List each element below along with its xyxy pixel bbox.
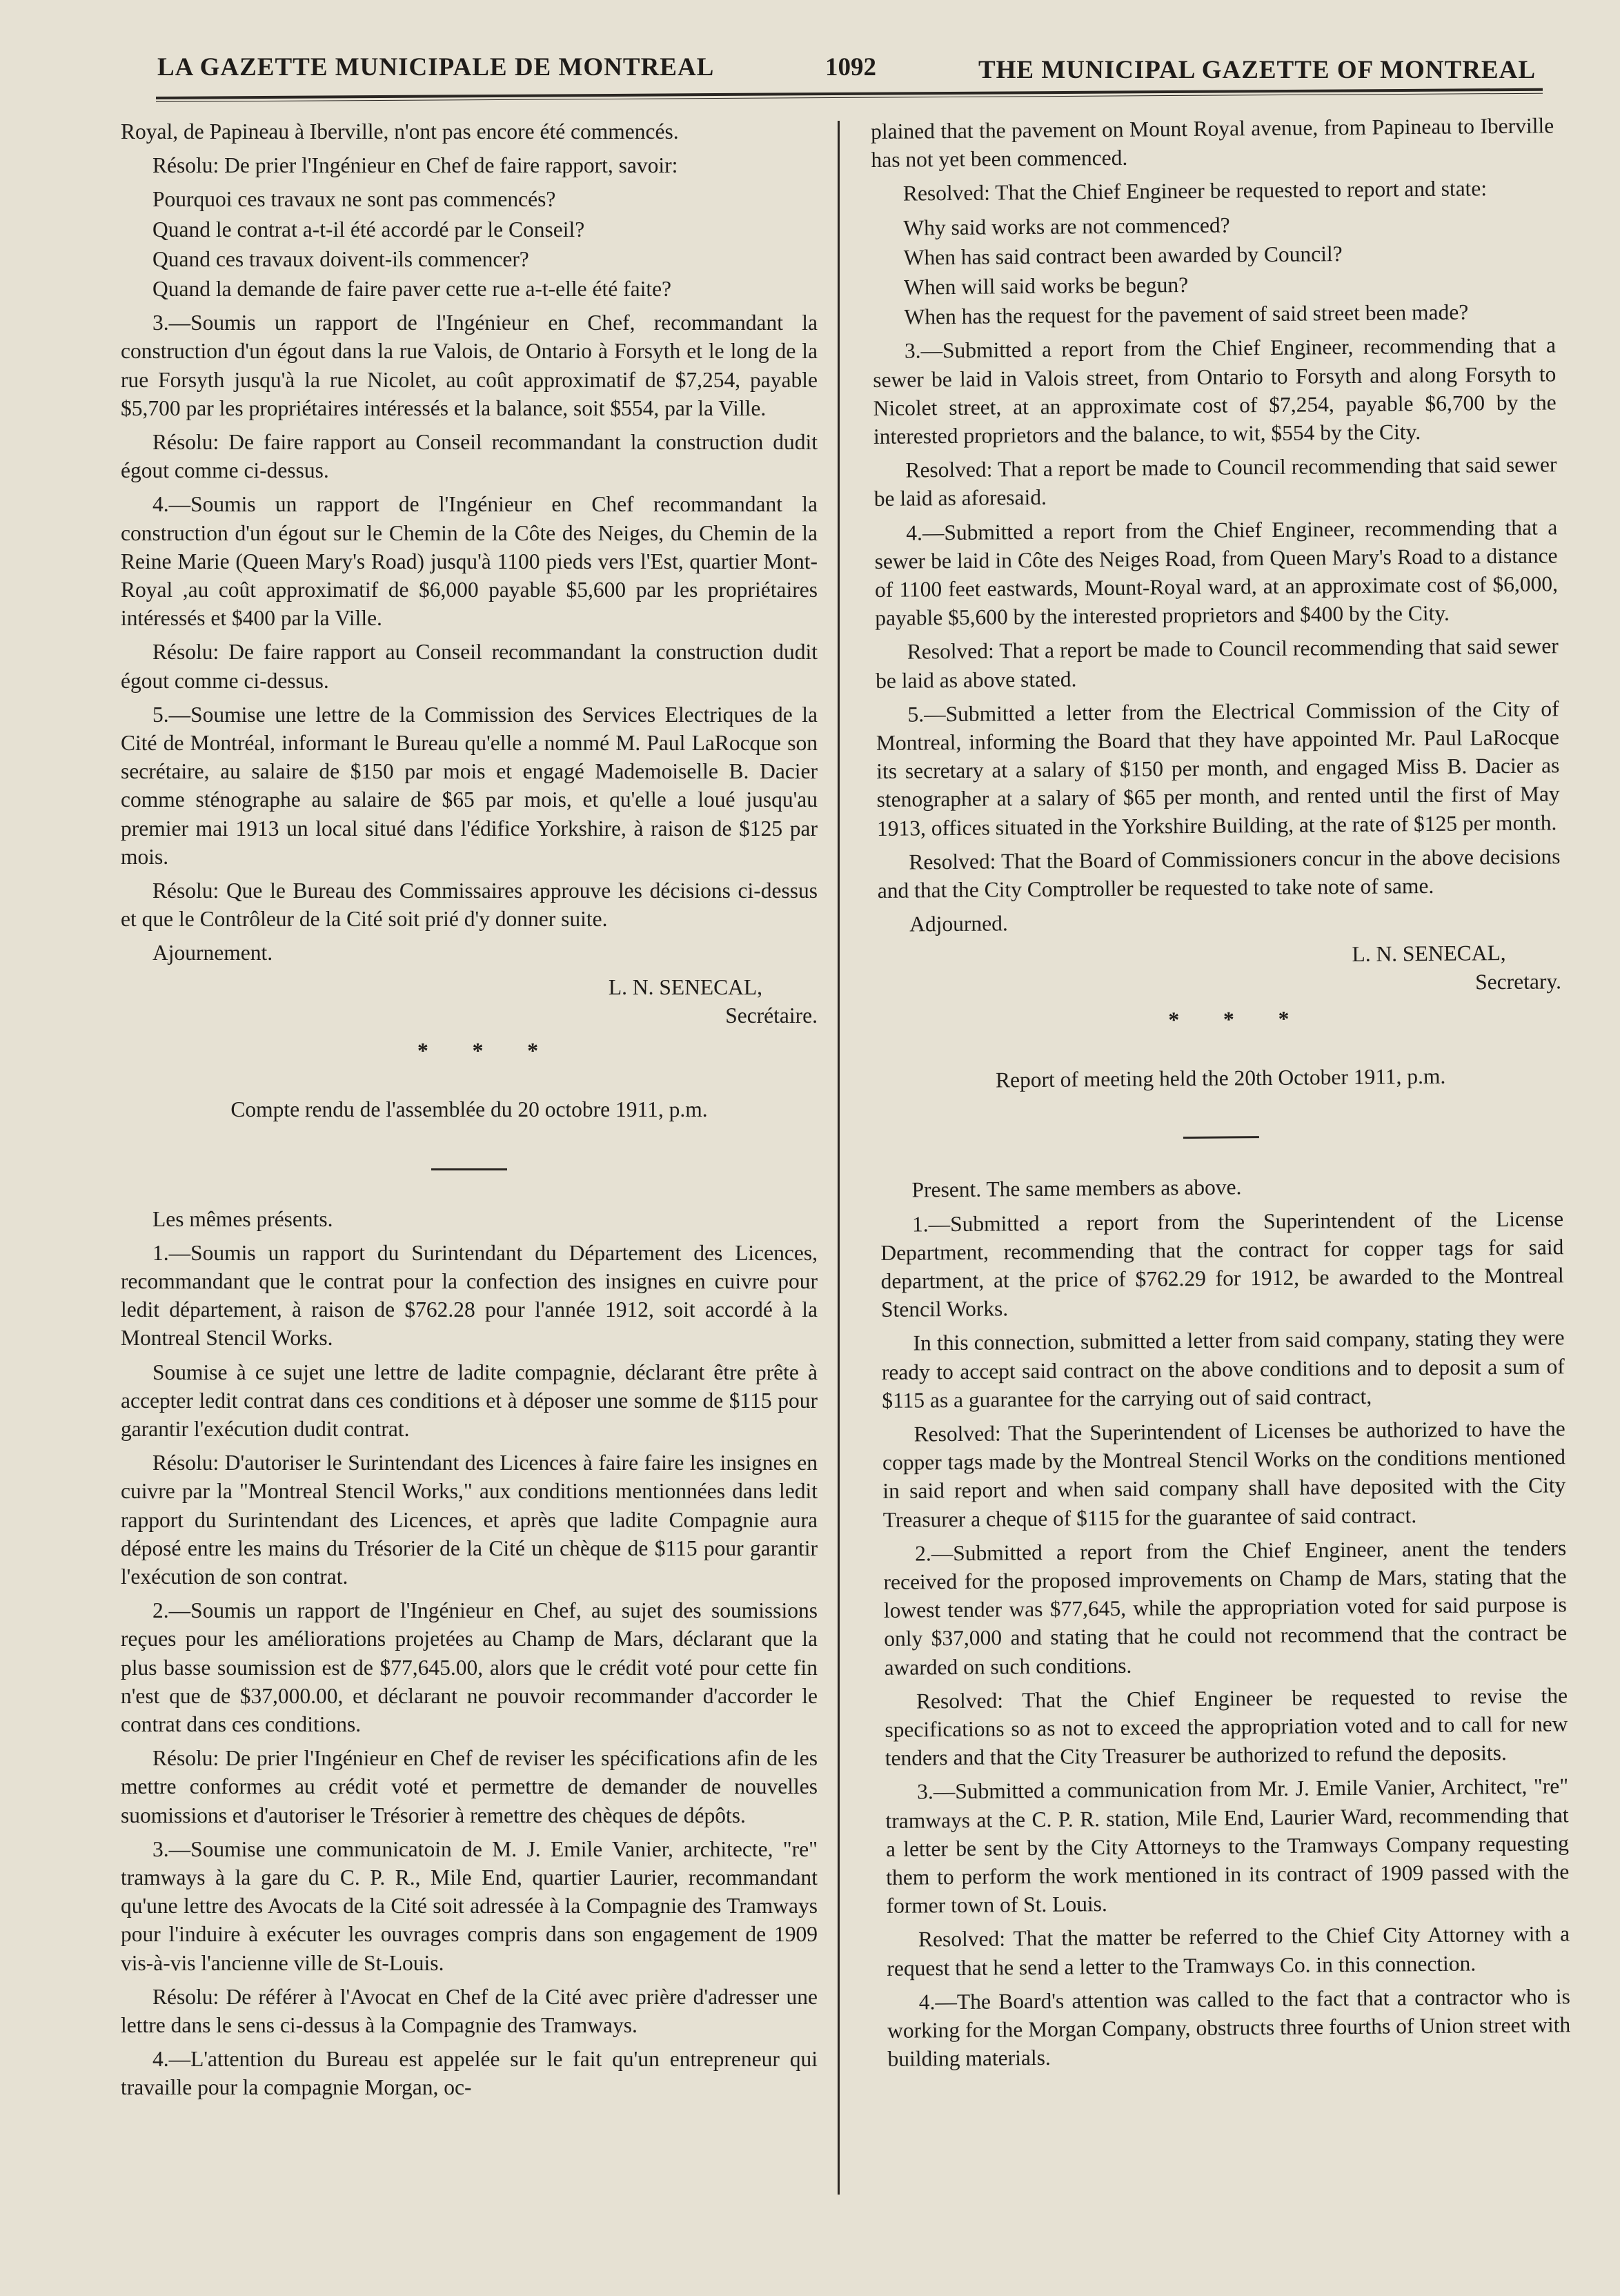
paragraph: Résolu: De faire rapport au Conseil recommandant la construction dudit égout comme ci-dessus. xyxy=(121,430,818,483)
signature-title: Secretary. xyxy=(1475,969,1562,994)
short-rule xyxy=(431,1168,507,1170)
paragraph: 3.—Soumis un rapport de l'Ingénieur en Chef, recommandant la construction d'un égout dans la rue Valois, de Ontario à Forsyth et le long de la rue Forsyth jusqu'à la rue Nicolet, au coût approximatif de $7,254, payable $5,700 par les propriétaires intéressés et la balance, soit $554, par la Ville. xyxy=(121,311,818,420)
paragraph: 4.—L'attention du Bureau est appelée sur le fait qu'un entrepreneur qui travaille pour la compagnie Morgan, oc- xyxy=(121,2047,818,2100)
adjournment: Ajournement. xyxy=(152,941,273,965)
french-column xyxy=(121,117,818,2108)
adjournment: Adjourned. xyxy=(909,911,1008,936)
paragraph: Résolu: Que le Bureau des Commissaires approuve les décisions ci-dessus et que le Contrôleur de la Cité soit prié d'y donner suite. xyxy=(121,879,818,932)
section-stars: * * * xyxy=(1168,1006,1309,1032)
question: Why said works are not commenced? xyxy=(903,213,1230,240)
paragraph: 3.—Submitted a report from the Chief Engineer, recommending that a sewer be laid in Valois street, from Ontario to Forsyth and along Forsyth to Nicolet street, at an approximate cost of $7,254, payable $6,700 by the interested proprietors and the balance, to wit, $554 by the City. xyxy=(873,333,1557,449)
paragraph: 4.—Submitted a report from the Chief Engineer, recommending that a sewer be laid in Côte des Neiges Road, from Queen Mary's Road to a distance of 1100 feet eastwards, Mount-Royal ward, at an approximate cost of $6,000, payable $5,600 by the interested proprietors and $400 by the City. xyxy=(874,514,1559,631)
paragraph: 4.—Soumis un rapport de l'Ingénieur en Chef recommandant la construction d'un égout sur le Chemin de la Côte des Neiges, du Chemin de la Reine Marie (Queen Mary's Road) jusqu'à 1100 pieds vers l'Est, quartier Mont-Royal ,au coût approximatif de $6,000 payable $5,600 par les propriétaires intéressés et $400 par la Ville. xyxy=(121,492,818,631)
signature-name: L. N. SENECAL, xyxy=(608,974,762,999)
paragraph: Resolved: That the matter be referred to the Chief City Attorney with a request that he send a letter to the Tramways Co. in this connection. xyxy=(887,1921,1570,1981)
paragraph: 1.—Soumis un rapport du Surintendant du Département des Licences, recommandant que le contrat pour la confection des insignes en cuivre pour ledit département, à raison de $762.28 pour l'année 1912, soit accordé à la Montreal Stencil Works. xyxy=(121,1240,818,1351)
section-stars: * * * xyxy=(417,1039,557,1063)
paragraph: Résolu: D'autoriser le Surintendant des Licences à faire faire les insignes en cuivre par la "Montreal Stencil Works," aux conditions mentionnées dans ledit rapport du Surintendant des Licences, et après que ladite Compagnie aura déposé entre les mains du Trésorier de la Cité un chèque de $115 pour garantir l'exécution de son contrat. xyxy=(121,1451,818,1589)
paragraph: Resolved: That the Chief Engineer be requested to report and state: xyxy=(902,176,1488,206)
paragraph: 2.—Soumis un rapport de l'Ingénieur en Chef, au sujet des soumissions reçues pour les améliorations projetées au Champ de Mars, déclarant que la plus basse soumission est de $77,645.00, alors que le crédit voté pour cette fin n'est que de $37,000.00, et déclarant ne pouvoir recommander d'accorder le contrat dans ces conditions. xyxy=(121,1598,818,1736)
paragraph: In this connection, submitted a letter from said company, stating they were ready to accept said contract on the above conditions and to deposit a sum of $115 as a guarantee for the carrying out of said contract, xyxy=(881,1325,1565,1413)
paragraph: 3.—Soumise une communicatoin de M. J. Emile Vanier, architecte, "re" tramways à la gare du C. P. R., Mile End, quartier Laurier, recommandant qu'une lettre des Avocats de la Cité soit adressée à la Compagnie des Tramways pour l'induire à exécuter les ouvrages compris dans son engagement de 1909 vis-à-vis l'ancienne ville de St-Louis. xyxy=(121,1836,818,1975)
paragraph: Resolved: That a report be made to Council recommending that said sewer be laid as above stated. xyxy=(875,634,1559,693)
paragraph: Resolved: That the Superintendent of Licenses be authorized to have the copper tags made by the Montreal Stencil Works on the conditions mentioned in said report and when said company shall have deposited with the City Treasurer a cheque of $115 for the guarantee of said contract. xyxy=(882,1416,1566,1532)
question: When has said contract been awarded by Council? xyxy=(903,241,1343,270)
paragraph: 4.—The Board's attention was called to the fact that a contractor who is working for the Morgan Company, obstructs three fourths of Union street with building materials. xyxy=(887,1984,1571,2072)
question: Quand ces travaux doivent-ils commencer? xyxy=(152,246,529,271)
paragraph: Resolved: That a report be made to Council recommending that said sewer be laid as aforesaid. xyxy=(873,452,1557,511)
paragraph: Résolu: De prier l'Ingénieur en Chef de faire rapport, savoir: xyxy=(152,153,678,178)
meeting-heading: Compte rendu de l'assemblée du 20 octobre 1911, p.m. xyxy=(230,1097,708,1122)
paragraph: Les mêmes présents. xyxy=(152,1206,333,1231)
question: Quand la demande de faire paver cette rue a-t-elle été faite? xyxy=(152,277,672,302)
signature-title: Secrétaire. xyxy=(725,1003,818,1028)
paragraph: Résolu: De prier l'Ingénieur en Chef de reviser les spécifications afin de les mettre conformes au crédit voté et permettre de demander de nouvelles suomissions et d'autoriser le Trésorier à remettre des chèques de dépôts. xyxy=(121,1746,818,1827)
column-divider xyxy=(838,121,840,2195)
paragraph: 3.—Submitted a communication from Mr. J. Emile Vanier, Architect, "re" tramways at the C. P. R. station, Mile End, Laurier Ward, recommending that a letter be sent by the City Attorneys to the Tramways Company requesting them to perform the work mentioned in its contract of 1909 passed with the former town of St. Louis. xyxy=(885,1774,1570,1919)
paragraph: Soumise à ce sujet une lettre de ladite compagnie, déclarant être prête à accepter ledit contrat dans ces conditions et à déposer une somme de $115 pour garantir l'exécution dudit contrat. xyxy=(121,1360,818,1441)
meeting-heading: Report of meeting held the 20th October 1911, p.m. xyxy=(995,1063,1446,1092)
paragraph: 1.—Submitted a report from the Superintendent of the License Department, recommending that the contract for copper tags for said department, at the price of $762.29 for 1912, be awarded to the Montreal Stencil Works. xyxy=(880,1206,1564,1322)
paragraph: Résolu: De référer à l'Avocat en Chef de la Cité avec prière d'adresser une lettre dans le sens ci-dessus à la Compagnie des Tramways. xyxy=(121,1984,818,2037)
english-masthead: THE MUNICIPAL GAZETTE OF MONTREAL xyxy=(978,56,1536,84)
paragraph: Résolu: De faire rapport au Conseil recommandant la construction dudit égout comme ci-dessus. xyxy=(121,640,818,693)
short-rule xyxy=(1183,1136,1259,1139)
paragraph: Present. The same members as above. xyxy=(911,1175,1242,1202)
paragraph: 5.—Soumise une lettre de la Commission des Services Electriques de la Cité de Montréal, informant le Bureau qu'elle a nommé M. Paul LaRocque son secrétaire, au salaire de $150 par mois et engagé Mademoiselle B. Dacier comme sténographe au salaire de $65 par mois, et qu'elle a loué jusqu'au premier mai 1913 un local situé dans l'édifice Yorkshire, à raison de $125 par mois. xyxy=(121,702,818,869)
paragraph: 2.—Submitted a report from the Chief Engineer, anent the tenders received for the proposed improvements on Champ de Mars, stating that the lowest tender was $77,645, while the appropriation voted for said purpose is only $37,000 and stating that he could not recommend that the contract be awarded on such conditions. xyxy=(883,1535,1568,1680)
paragraph: Resolved: That the Board of Commissioners concur in the above decisions and that the City Comptroller be requested to take note of same. xyxy=(877,844,1561,903)
signature-name: L. N. SENECAL, xyxy=(1352,941,1506,967)
french-masthead: LA GAZETTE MUNICIPALE DE MONTREAL xyxy=(157,53,715,81)
question: Pourquoi ces travaux ne sont pas commencés? xyxy=(152,187,556,212)
english-column xyxy=(871,111,1571,2079)
page-number: 1092 xyxy=(825,53,876,81)
paragraph: 5.—Submitted a letter from the Electrical Commission of the City of Montreal, informing the Board that they have appointed Mr. Paul LaRocque its secretary at a salary of $150 per month, and engaged Miss B. Dacier as stenographer at a salary of $65 per month, and rented until the first of May 1913, offices situated in the Yorkshire Building, at the rate of $125 per month. xyxy=(876,696,1560,841)
page-header xyxy=(157,48,1536,90)
question: When has the request for the pavement of said street been made? xyxy=(904,300,1469,329)
question: When will said works be begun? xyxy=(903,273,1189,300)
paragraph: Royal, de Papineau à Iberville, n'ont pas encore été commencés. xyxy=(121,119,679,144)
paragraph: Resolved: That the Chief Engineer be requested to revise the specifications so as not to exceed the appropriation voted and to call for new tenders and that the City Treasurer be authorized to refund the deposits. xyxy=(885,1683,1568,1771)
question: Quand le contrat a-t-il été accordé par le Conseil? xyxy=(152,217,585,242)
paragraph: plained that the pavement on Mount Royal avenue, from Papineau to Iberville has not yet been commenced. xyxy=(871,113,1554,173)
